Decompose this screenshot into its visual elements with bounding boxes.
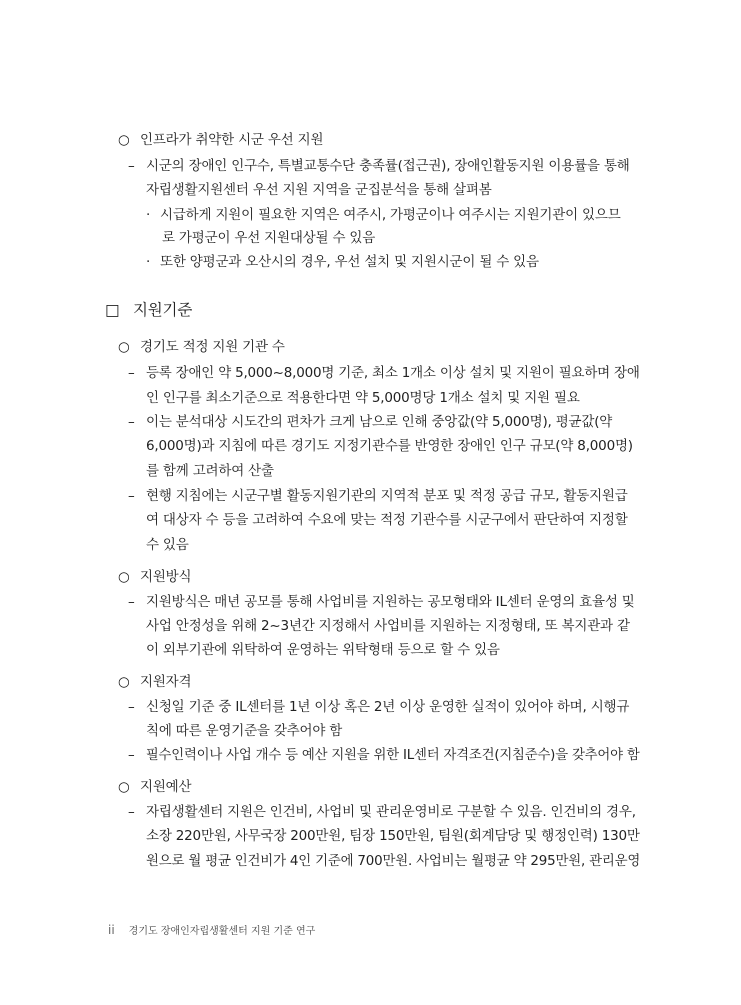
- circle-bullet-icon: ○: [118, 132, 130, 148]
- dash-bullet-icon: –: [128, 488, 135, 504]
- body-text: 현행 지침에는 시군구별 활동지원기관의 지역적 분포 및 적정 공급 규모, 활동지원급: [146, 488, 628, 504]
- body-text: 6,000명)과 지침에 따른 경기도 지정기관수를 반영한 장애인 인구 규모(약 8,000명): [146, 438, 633, 454]
- footer-title: 경기도 장애인자립생활센터 지원 기준 연구: [128, 926, 316, 937]
- dash-line: [128, 156, 630, 176]
- dash-bullet-icon: –: [128, 804, 135, 820]
- list-item: [118, 337, 285, 357]
- dash-line: [128, 802, 636, 822]
- page-number: ii: [108, 923, 115, 937]
- dash-line: [128, 745, 640, 765]
- circle-bullet-icon: ○: [118, 569, 130, 585]
- list-item: [118, 777, 191, 797]
- circle-bullet-icon: ○: [118, 339, 130, 355]
- section-heading: [105, 300, 192, 320]
- item-title: 인프라가 취약한 시군 우선 지원: [140, 132, 324, 148]
- body-text: 원으로 월 평균 인건비가 4인 기준에 700만원. 사업비는 월평균 약 295만원, 관리운영: [146, 853, 641, 869]
- dot-bullet-icon: ·: [146, 254, 151, 270]
- item-title: 지원방식: [140, 569, 192, 585]
- dash-bullet-icon: –: [128, 365, 135, 381]
- circle-bullet-icon: ○: [118, 674, 130, 690]
- item-title: 지원예산: [140, 779, 192, 795]
- dash-line: [128, 697, 629, 717]
- body-text: 자립생활지원센터 우선 지원 지역을 군집분석을 통해 살펴봄: [146, 182, 492, 198]
- item-title: 지원자격: [140, 674, 192, 690]
- body-text: 지원방식은 매년 공모를 통해 사업비를 지원하는 공모형태와 IL센터 운영의 효율성 및: [146, 594, 635, 610]
- body-text: 수 있음: [146, 537, 189, 553]
- section-title: 지원기준: [133, 301, 193, 319]
- dash-line: [128, 486, 628, 506]
- dash-bullet-icon: –: [128, 594, 135, 610]
- item-title: 경기도 적정 지원 기관 수: [140, 339, 285, 355]
- page-footer: [108, 922, 315, 937]
- body-text: 인 인구를 최소기준으로 적용한다면 약 5,000명당 1개소 설치 및 지원 필요: [146, 390, 580, 406]
- body-text: 칙에 따른 운영기준을 갖추어야 함: [146, 723, 343, 739]
- square-bullet-icon: □: [105, 301, 120, 319]
- dot-line: [146, 205, 621, 225]
- body-text: 필수인력이나 사업 개수 등 예산 지원을 위한 IL센터 자격조건(지침준수)을 갖추어야 함: [145, 747, 640, 763]
- dash-bullet-icon: –: [128, 747, 135, 763]
- body-text: 로 가평군이 우선 지원대상될 수 있음: [162, 230, 376, 246]
- body-text: 시군의 장애인 인구수, 특별교통수단 충족률(접근권), 장애인활동지원 이용률을 통해: [146, 158, 630, 174]
- body-text: 시급하게 지원이 필요한 지역은 여주시, 가평군이나 여주시는 지원기관이 있으므: [160, 207, 621, 223]
- body-text: 등록 장애인 약 5,000~8,000명 기준, 최소 1개소 이상 설치 및 지원이 필요하며 장애: [145, 365, 640, 381]
- list-item: [118, 567, 191, 587]
- list-item: [118, 130, 323, 150]
- dash-line: [128, 363, 640, 383]
- dash-bullet-icon: –: [128, 414, 135, 430]
- body-text: 이 외부기관에 위탁하여 운영하는 위탁형태 등으로 할 수 있음: [146, 642, 500, 658]
- dash-line: [128, 592, 635, 612]
- dash-bullet-icon: –: [128, 699, 135, 715]
- body-text: 를 함께 고려하여 산출: [146, 463, 274, 479]
- dot-bullet-icon: ·: [146, 207, 151, 223]
- body-text: 사업 안정성을 위해 2~3년간 지정해서 사업비를 지원하는 지정형태, 또 복지관과 같: [146, 618, 630, 634]
- body-text: 또한 양평군과 오산시의 경우, 우선 설치 및 지원시군이 될 수 있음: [160, 254, 539, 270]
- body-text: 여 대상자 수 등을 고려하여 수요에 맞는 적정 기관수를 시군구에서 판단하여 지정할: [146, 512, 628, 528]
- dot-line: [146, 252, 539, 272]
- dash-bullet-icon: –: [128, 158, 135, 174]
- dash-line: [128, 412, 612, 432]
- body-text: 이는 분석대상 시도간의 편차가 크게 남으로 인해 중앙값(약 5,000명), 평균값(약: [146, 414, 613, 430]
- body-text: 자립생활센터 지원은 인건비, 사업비 및 관리운영비로 구분할 수 있음. 인건비의 경우,: [146, 804, 636, 820]
- list-item: [118, 672, 191, 692]
- circle-bullet-icon: ○: [118, 779, 130, 795]
- body-text: 소장 220만원, 사무국장 200만원, 팀장 150만원, 팀원(회계담당 및 행정인력) 130만: [146, 828, 640, 844]
- body-text: 신청일 기준 중 IL센터를 1년 이상 혹은 2년 이상 운영한 실적이 있어야 하며, 시행규: [146, 699, 630, 715]
